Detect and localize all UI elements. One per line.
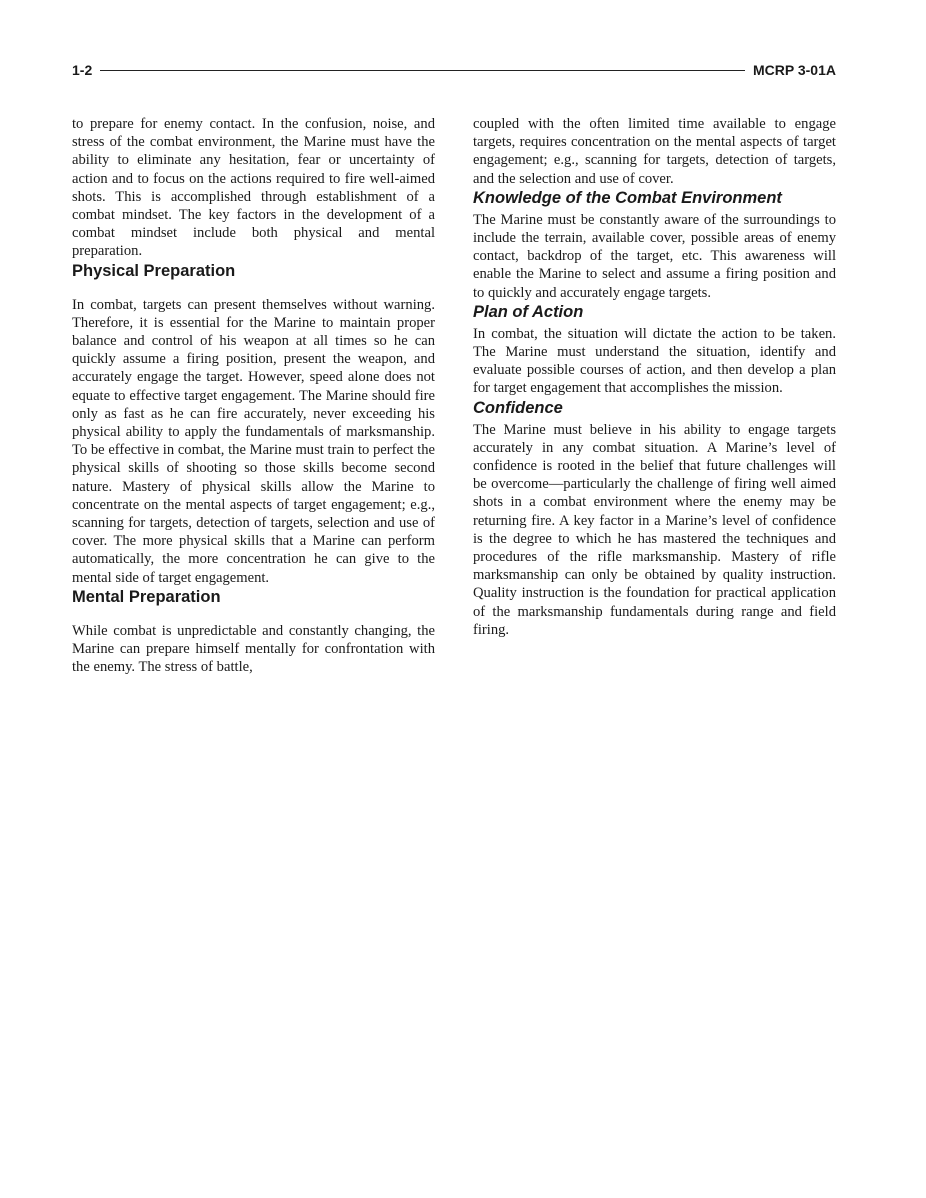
page-number: 1-2 <box>72 62 93 78</box>
left-column <box>72 115 435 676</box>
document-id: MCRP 3-01A <box>753 62 836 78</box>
plan-of-action-heading: Plan of Action <box>473 302 584 321</box>
running-header <box>72 60 836 80</box>
combat-environment-paragraph: The Marine must be constantly aware of the surroundings to include the terrain, available cover, possible areas of enemy contact, backdrop of the target, etc. This awareness will enable the Marine to select and assume a firing position and to quickly and accurately engage targets. <box>473 211 836 301</box>
physical-preparation-heading: Physical Preparation <box>72 261 236 280</box>
mental-preparation-heading: Mental Preparation <box>72 587 221 606</box>
plan-of-action-paragraph: In combat, the situation will dictate the action to be taken. The Marine must understand the situation, identify and evaluate possible courses of action, and then develop a plan for target engagement that accomplishes the mission. <box>473 325 836 397</box>
intro-paragraph: to prepare for enemy contact. In the confusion, noise, and stress of the combat environment, the Marine must have the ability to eliminate any hesitation, fear or uncertainty of action and to focus on the actions required to fire well-aimed shots. This is accomplished through establishment of a combat mindset. The key factors in the development of a combat mindset include both physical and mental preparation. <box>72 116 435 260</box>
right-column <box>473 115 836 639</box>
header-rule <box>100 70 745 71</box>
physical-preparation-paragraph: In combat, targets can present themselves without warning. Therefore, it is essential for the Marine to maintain proper balance and control of his weapon at all times so he can quickly assume a firing position, present the weapon, and accurately engage the target. However, speed alone does not equate to effective target engagement. The Marine should fire only as fast as he can fire accurately, never exceeding his physical ability to apply the fundamentals of marksmanship. To be effective in combat, the Marine must train to perfect the physical skills of shooting so those skills become second nature. Mastery of physical skills allow the Marine to concentrate on the mental aspects of target engagement; e.g., scanning for targets, detection of targets, selection and use of cover. The more physical skills that a Marine can perform automatically, the more concentration he can give to the mental side of target engagement. <box>72 296 435 586</box>
mental-preparation-paragraph: While combat is unpredictable and constantly changing, the Marine can prepare himself mentally for confrontation with the enemy. The stress of battle, <box>72 622 435 676</box>
confidence-paragraph: The Marine must believe in his ability to engage targets accurately in any combat situation. A Marine’s level of confidence is rooted in the belief that future challenges will be overcome—particularly the challenge of firing well aimed shots in a combat environment where the enemy may be returning fire. A key factor in a Marine’s level of confidence is the degree to which he has mastered the techniques and procedures of the rifle marksmanship. Mastery of rifle marksmanship can only be obtained by quality instruction. Quality instruction is the foundation for practical application of the marksmanship fundamentals during range and field firing. <box>473 421 836 638</box>
confidence-heading: Confidence <box>473 398 563 417</box>
continued-paragraph: coupled with the often limited time available to engage targets, requires concentration on the mental aspects of target engagement; e.g., scanning for targets, detection of targets, and the selection and use of cover. <box>473 116 836 187</box>
combat-environment-heading: Knowledge of the Combat Environment <box>473 188 782 207</box>
